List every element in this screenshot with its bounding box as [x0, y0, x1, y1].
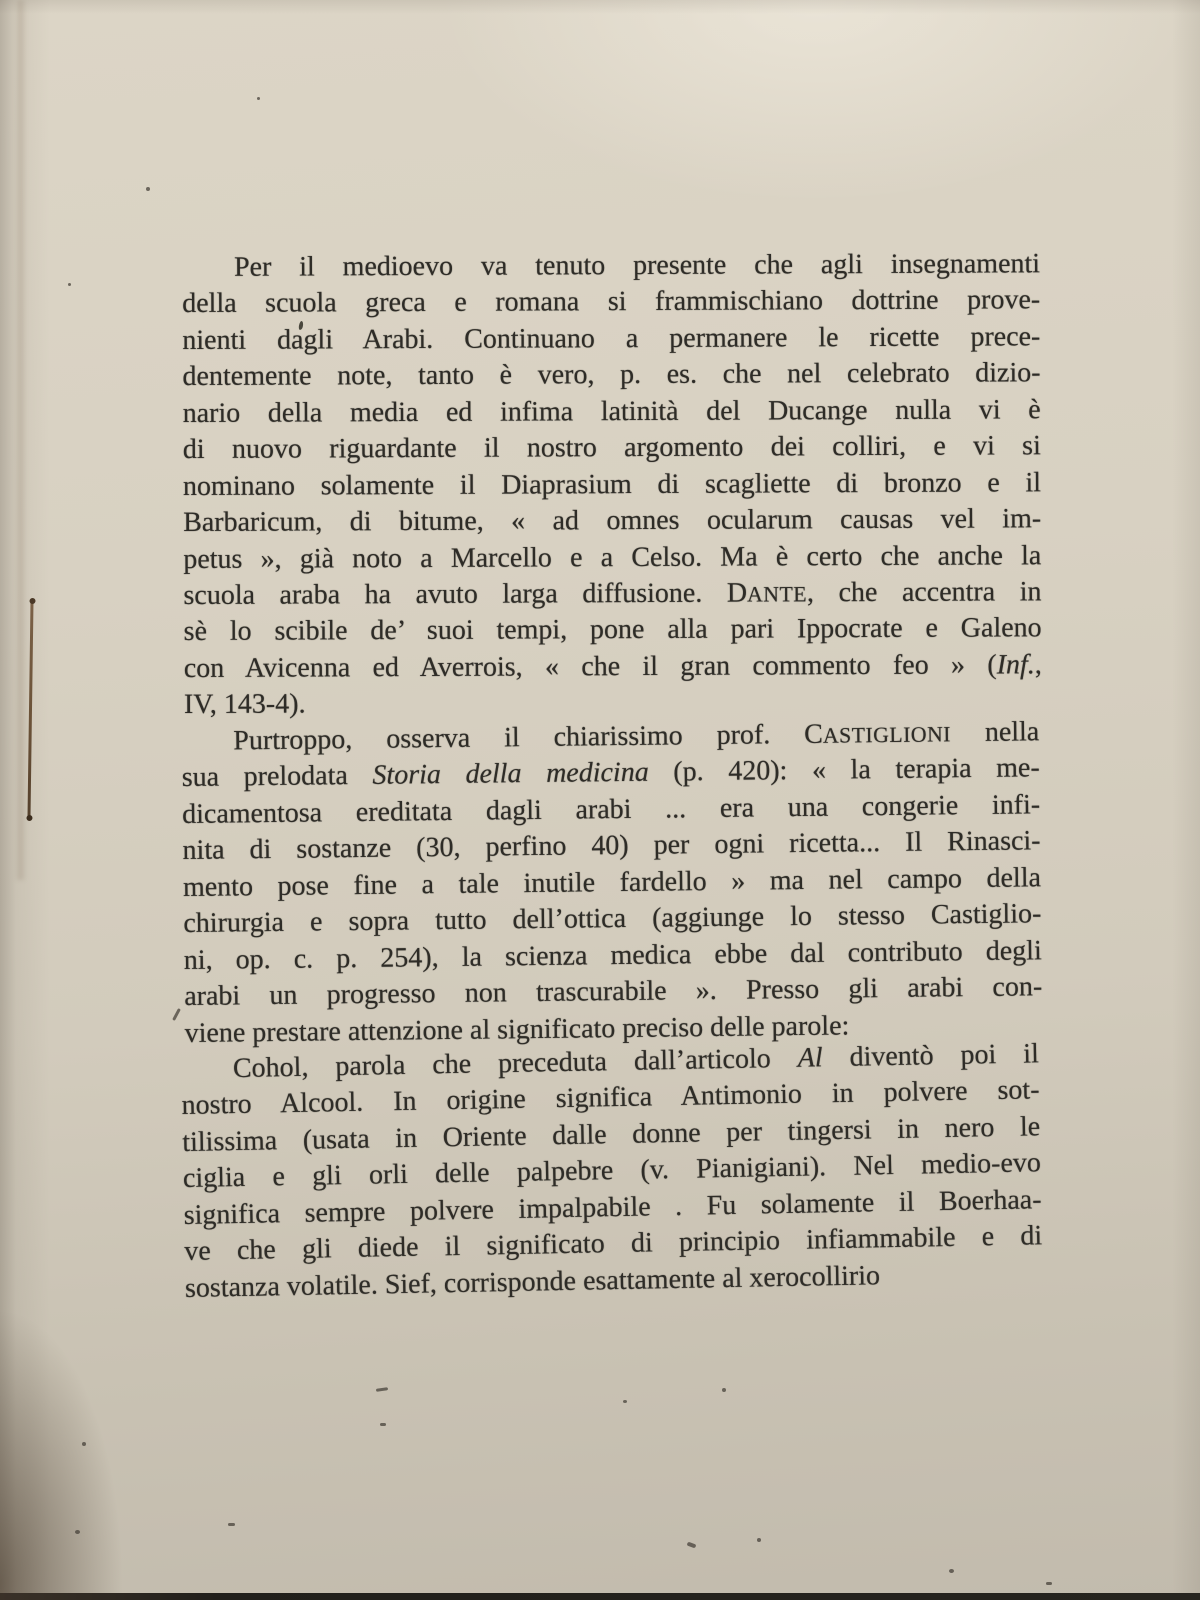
text-line — [183, 501, 1041, 541]
text-segment: Cohol, parola che preceduta dall’articolo — [232, 1042, 798, 1084]
text-segment: della scuola greca e romana si frammischiano dottrine prove- — [182, 284, 1041, 320]
text-segment: nita di sostanze (30, perfino 40) per ogni ricetta... Il Rinasci- — [182, 825, 1041, 867]
text-segment: nostro Alcool. In origine significa Antimonio in polvere sot- — [181, 1074, 1040, 1122]
text-segment: , che accentra in — [806, 576, 1042, 609]
paper-speck — [68, 283, 71, 286]
text-segment: IV, 143-4). — [183, 688, 306, 721]
text-segment: arabi un progresso non trascurabile ». Presso gli arabi con- — [184, 971, 1043, 1012]
text-segment: nario della media ed infima latinità del Ducange nulla vi è — [182, 394, 1041, 429]
paper-speck — [380, 1423, 386, 1426]
text-segment: ASTIGLIONI — [822, 721, 952, 748]
text-segment: Per il medioevo va tenuto presente che agli insegnamenti — [233, 248, 1041, 283]
text-line — [182, 319, 1040, 359]
page-text — [183, 250, 1041, 1307]
paragraph — [181, 714, 1043, 1052]
text-segment: di nuovo riguardante il nostro argomento dei colliri, e vi si — [182, 430, 1041, 466]
paper-speck — [228, 1523, 235, 1526]
text-segment: scuola araba ha avuto larga diffusione. — [183, 577, 727, 611]
text-line — [183, 538, 1041, 578]
text-segment: sua prelodata — [181, 759, 373, 794]
paper-speck — [949, 1569, 954, 1573]
text-line — [182, 356, 1040, 396]
paper-speck — [687, 1542, 697, 1549]
text-segment: Inf. — [996, 649, 1035, 681]
text-segment: (p. 420): « la terapia me- — [648, 752, 1040, 788]
text-segment: , — [1034, 649, 1042, 681]
text-line — [184, 647, 1042, 687]
paragraph — [181, 1036, 1044, 1307]
text-line — [183, 574, 1041, 614]
text-segment: Barbaricum, di bitume, « ad omnes ocularum causas vel im- — [183, 503, 1042, 539]
text-segment: significa sempre polvere impalpabile . Fu solamente il Boerhaa- — [183, 1183, 1042, 1231]
paper-speck — [757, 1538, 761, 1542]
paper-speck — [623, 1400, 627, 1403]
text-segment: ciglia e gli orli delle palpebre (v. Pianigiani). Nel medio-evo — [182, 1147, 1042, 1194]
text-segment: nienti dagli Arabi. Continuano a permanere le ricette prece- — [182, 321, 1041, 356]
paper-speck — [75, 1530, 80, 1534]
text-segment: D — [726, 577, 748, 609]
paper-speck — [82, 1442, 86, 1446]
text-segment: nominano solamente il Diaprasium di scagliette di bronzo e il — [182, 466, 1042, 502]
text-segment: petus », già noto a Marcello e a Celso. Ma è certo che anche la — [183, 539, 1042, 575]
text-line — [183, 392, 1041, 432]
text-segment: C — [804, 718, 824, 750]
paragraph — [182, 246, 1042, 723]
text-line — [182, 283, 1040, 323]
paper-speck — [376, 1387, 388, 1392]
page-crease — [15, 0, 26, 880]
text-segment: Storia della medicina — [372, 756, 649, 791]
text-segment: Purtroppo, osserva il chiarissimo prof. — [233, 718, 805, 757]
thread-mark — [27, 601, 33, 817]
text-line — [183, 428, 1041, 468]
margin-mark — [172, 1008, 181, 1021]
text-segment: mento pose fine a tale inutile fardello » ma nel campo della — [182, 861, 1042, 903]
paper-speck — [1046, 1582, 1052, 1585]
text-line — [183, 465, 1041, 505]
text-segment: ANTE — [747, 582, 808, 607]
text-segment: viene prestare attenzione al significato preciso delle parole: — [184, 1009, 850, 1049]
text-segment: Al — [797, 1041, 823, 1074]
text-segment: ni, op. c. p. 254), la scienza medica ebbe dal contributo degli — [183, 934, 1042, 976]
text-segment: dicamentosa ereditata dagli arabi ... era una congerie infi- — [181, 788, 1041, 830]
photo-bottom-edge — [0, 1593, 1200, 1600]
paper-speck — [722, 1388, 726, 1392]
text-line — [184, 611, 1042, 651]
paper-speck — [146, 187, 150, 191]
text-segment: dentemente note, tanto è vero, p. es. che nel celebrato dizio- — [182, 357, 1041, 393]
text-segment: sè lo scibile de’ suoi tempi, pone alla pari Ippocrate e Galeno — [183, 612, 1042, 648]
text-segment: tilissima (usata in Oriente dalle donne per tingersi in nero le — [182, 1110, 1041, 1158]
text-segment: con Avicenna ed Averrois, « che il gran commento feo » ( — [183, 649, 997, 684]
text-segment: sostanza volatile. Sief, corrisponde esattamente al xerocollirio — [184, 1259, 881, 1304]
text-segment: nella — [950, 715, 1040, 748]
text-segment: ve che gli diede il significato di principio infiammabile e di — [184, 1220, 1043, 1267]
text-segment: diventò poi il — [822, 1037, 1040, 1073]
text-line — [182, 246, 1040, 286]
paper-speck — [257, 97, 260, 100]
text-segment: chirurgia e sopra tutto dell’ottica (aggiunge lo stesso Castiglio- — [183, 898, 1042, 939]
